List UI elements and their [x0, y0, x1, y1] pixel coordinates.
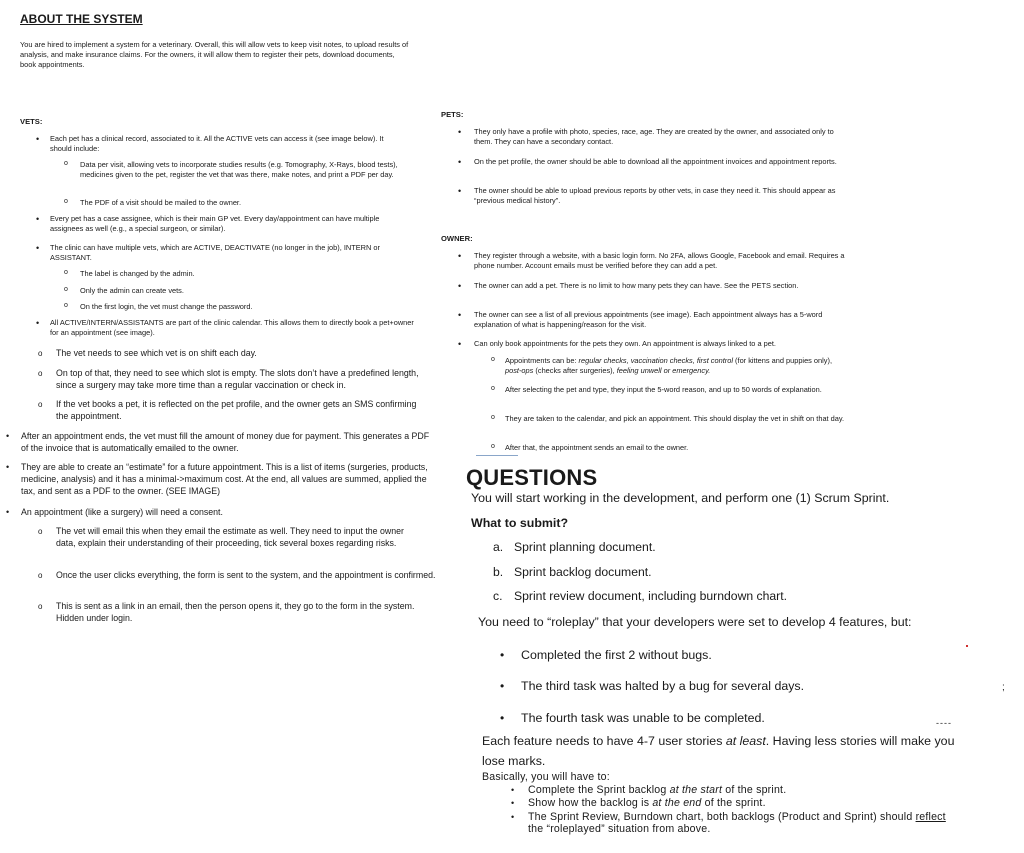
owner-sub-appointment-types: Appointments can be: regular checks, vaccination checks, first control (for kittens and puppies only), post-ops (checks after surgeries), feeling unwell or emergency.	[505, 356, 833, 376]
bullet-icon: •	[36, 243, 40, 253]
vets-sub-pdf-mailed: The PDF of a visit should be mailed to the owner.	[80, 198, 242, 207]
owner-sub-email: After that, the appointment sends an email to the owner.	[505, 443, 689, 452]
owner-item-list-appointments: The owner can see a list of all previous appointments (see image). Each appointment always has a 5-word explanation of what is happening/reason for the visit.	[474, 310, 823, 330]
bullet-icon: •	[6, 462, 10, 472]
bullet-icon: •	[511, 785, 515, 795]
vets-sub-first-login: On the first login, the vet must change the password.	[80, 302, 253, 311]
consent-paragraph: An appointment (like a surgery) will need a consent.	[21, 507, 223, 517]
pets-item-upload: The owner should be able to upload previous reports by other vets, in case they need it. This should appear as “previous medical history”.	[474, 186, 836, 206]
submit-item-a: Sprint planning document.	[514, 540, 656, 554]
owner-item-book: Can only book appointments for the pets they own. An appointment is always linked to a pet.	[474, 339, 776, 348]
circle-bullet-icon: o	[64, 269, 68, 276]
submit-item-b-letter: b.	[493, 565, 504, 579]
circle-bullet-icon: o	[38, 349, 43, 358]
bullet-icon: •	[36, 214, 40, 224]
stories-paragraph: Each feature needs to have 4-7 user stories at least. Having less stories will make you lose marks.	[482, 734, 955, 768]
bullet-icon: •	[458, 251, 462, 261]
roleplay-paragraph: You need to “roleplay” that your developers were set to develop 4 features, but:	[478, 615, 912, 629]
vets-cal-shift: The vet needs to see which vet is on shift each day.	[56, 348, 257, 358]
red-dot-mark	[966, 645, 968, 647]
pets-item-download: On the pet profile, the owner should be able to download all the appointment invoices and appointment reports.	[474, 157, 837, 166]
bullet-icon: •	[36, 318, 40, 328]
vets-sub-label-admin: The label is changed by the admin.	[80, 269, 195, 278]
bullet-icon: •	[458, 339, 462, 349]
dash-mark: ----	[936, 718, 952, 728]
basically-line: Basically, you will have to:	[482, 771, 610, 783]
consent-sub-form: Once the user clicks everything, the form is sent to the system, and the appointment is confirmed.	[56, 570, 436, 580]
circle-bullet-icon: o	[64, 286, 68, 293]
pets-item-profile: They only have a profile with photo, species, race, age. They are created by the owner, and associated only to them. They can have a secondary contact.	[474, 127, 834, 147]
submit-item-c: Sprint review document, including burndown chart.	[514, 589, 788, 603]
submit-item-a-letter: a.	[493, 540, 504, 554]
basically-item-1: Complete the Sprint backlog at the start of the sprint.	[528, 784, 787, 796]
basically-item-2: Show how the backlog is at the end of the sprint.	[528, 797, 766, 809]
circle-bullet-icon: o	[64, 160, 68, 167]
bullet-icon: •	[458, 157, 462, 167]
consent-sub-link: This is sent as a link in an email, then the person opens it, they go to the form in the system. Hidden under login.	[56, 601, 415, 624]
vets-cal-slots: On top of that, they need to see which slot is empty. The slots don’t have a predefined length, since a surgery may take more time than a regular vaccination or check in.	[56, 368, 419, 391]
document-title: ABOUT THE SYSTEM	[20, 12, 143, 26]
owner-heading: OWNER:	[441, 234, 473, 243]
bullet-icon: •	[458, 281, 462, 291]
bullet-icon: •	[500, 679, 505, 693]
owner-sub-reason: After selecting the pet and type, they input the 5-word reason, and up to 50 words of explanation.	[505, 385, 822, 394]
roleplay-item-2: The third task was halted by a bug for several days.	[521, 679, 805, 693]
circle-bullet-icon: o	[491, 414, 495, 421]
submit-item-b: Sprint backlog document.	[514, 565, 652, 579]
vets-cal-sms: If the vet books a pet, it is reflected on the pet profile, and the owner gets an SMS confirming the appointment.	[56, 399, 417, 422]
vets-sub-admin-create: Only the admin can create vets.	[80, 286, 184, 295]
submit-item-c-letter: c.	[493, 589, 503, 603]
bullet-icon: •	[458, 127, 462, 137]
bullet-icon: •	[500, 711, 505, 725]
owner-sub-calendar: They are taken to the calendar, and pick an appointment. This should display the vet in shift on that day.	[505, 414, 845, 423]
pets-heading: PETS:	[441, 110, 464, 119]
vets-item-calendar: All ACTIVE/INTERN/ASSISTANTS are part of the clinic calendar. This allows them to directly book a pet+owner for an appointment (see image).	[50, 318, 414, 338]
circle-bullet-icon: o	[38, 527, 43, 536]
roleplay-item-1: Completed the first 2 without bugs.	[521, 648, 712, 662]
circle-bullet-icon: o	[64, 198, 68, 205]
questions-heading: QUESTIONS	[466, 465, 598, 490]
bullet-icon: •	[6, 507, 10, 517]
owner-item-add-pet: The owner can add a pet. There is no limit to how many pets they can have. See the PETS section.	[474, 281, 799, 290]
bullet-icon: •	[458, 310, 462, 320]
estimate-paragraph: They are able to create an “estimate” for a future appointment. This is a list of items (surgeries, products, medicine, analysis) and it has a minimal->maximum cost. At the end, all values are summed, applied the tax, and sent as a PDF to the owner. (SEE IMAGE)	[21, 462, 428, 497]
submit-heading: What to submit?	[471, 516, 569, 530]
circle-bullet-icon: o	[38, 369, 43, 378]
edge-mark: ;	[1002, 682, 1005, 693]
bullet-icon: •	[511, 798, 515, 808]
circle-bullet-icon: o	[64, 302, 68, 309]
basically-item-3: The Sprint Review, Burndown chart, both backlogs (Product and Sprint) should reflect the “roleplayed” situation from above.	[528, 811, 946, 835]
circle-bullet-icon: o	[38, 400, 43, 409]
circle-bullet-icon: o	[491, 443, 495, 450]
after-appointment: After an appointment ends, the vet must fill the amount of money due for payment. This generates a PDF of the invoice that is automatically emailed to the owner.	[21, 431, 430, 454]
circle-bullet-icon: o	[38, 602, 43, 611]
bullet-icon: •	[511, 812, 515, 822]
vets-item-case-assignee: Every pet has a case assignee, which is their main GP vet. Every day/appointment can have multiple assignees as well (e.g., a special surgeon, or similar).	[50, 214, 380, 234]
intro-paragraph: You are hired to implement a system for a veterinary. Overall, this will allow vets to keep visit notes, to upload results of analysis, and make insurance claims. For the owners, it will allow them to register their pets, download documents, book appointments.	[20, 40, 409, 70]
consent-sub-email: The vet will email this when they email the estimate as well. They need to input the owner data, explain their understanding of their proceeding, tick several boxes regarding risks.	[56, 526, 404, 549]
roleplay-item-3: The fourth task was unable to be completed.	[521, 711, 765, 725]
bullet-icon: •	[36, 134, 40, 144]
vets-sub-data-per-visit: Data per visit, allowing vets to incorporate studies results (e.g. Tomography, X-Rays, blood tests), medicines given to the pet, register the vet that was there, make notes, and print a PDF per day.	[80, 160, 398, 180]
owner-item-register: They register through a website, with a basic login form. No 2FA, allows Google, Facebook and email. Requires a phone number. Account emails must be verified before they can add a pet.	[474, 251, 845, 271]
vets-heading: VETS:	[20, 117, 43, 126]
underline-divider	[476, 455, 518, 456]
circle-bullet-icon: o	[491, 356, 495, 363]
bullet-icon: •	[458, 186, 462, 196]
questions-intro: You will start working in the development, and perform one (1) Scrum Sprint.	[471, 491, 890, 505]
circle-bullet-icon: o	[491, 385, 495, 392]
bullet-icon: •	[500, 648, 505, 662]
circle-bullet-icon: o	[38, 571, 43, 580]
vets-item-multiple-vets: The clinic can have multiple vets, which are ACTIVE, DEACTIVATE (no longer in the job), INTERN or ASSISTANT.	[50, 243, 380, 263]
bullet-icon: •	[6, 431, 10, 441]
vets-item-clinical-record: Each pet has a clinical record, associated to it. All the ACTIVE vets can access it (see image below). It should include:	[50, 134, 384, 154]
